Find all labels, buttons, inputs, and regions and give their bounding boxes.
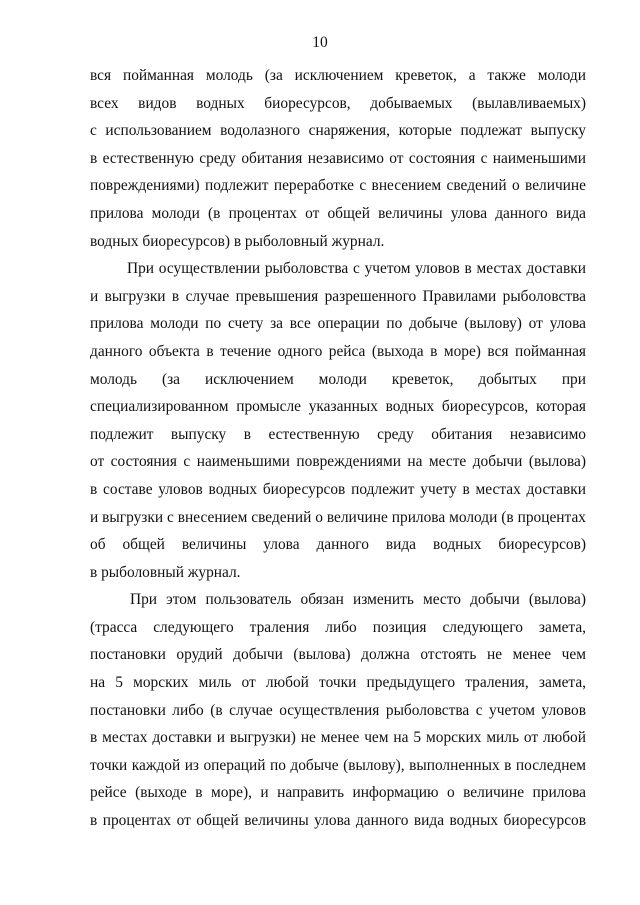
text-line: рейсе (выходе в море), и направить информацию о величине прилова [90,784,586,802]
text-line: в естественную среду обитания независимо от состояния с наименьшими [90,149,586,167]
page-number: 10 [312,34,328,51]
paragraph-2 [90,255,586,586]
text-line: подлежит выпуску в естественную среду обитания независимо [90,425,586,443]
text-line: всех видов водных биоресурсов, добываемых (вылавливаемых) [90,94,586,112]
text-line: молодь (за исключением молоди креветок, добытых при [90,370,586,388]
text-line: в составе уловов водных биоресурсов подлежит учету в местах доставки [90,480,586,498]
document-body [90,62,586,835]
text-line: прилова молоди по счету за все операции по добыче (вылову) от улова [90,315,586,333]
text-line: с использованием водолазного снаряжения, которые подлежат выпуску [90,122,586,140]
text-line: данного объекта в течение одного рейса (выхода в море) вся пойманная [90,342,586,360]
text-line: водных биоресурсов) в рыболовный журнал. [90,232,385,250]
text-line: об общей величины улова данного вида водных биоресурсов) [90,536,586,554]
paragraph-3 [90,586,586,834]
text-line: в местах доставки и выгрузки) не менее чем на 5 морских миль от любой [90,729,586,747]
text-line: прилова молоди (в процентах от общей величины улова данного вида [90,204,586,222]
text-line: вся пойманная молодь (за исключением креветок, а также молоди [90,67,586,84]
text-line: повреждениями) подлежит переработке с внесением сведений о величине [90,177,586,195]
text-line: от состояния с наименьшими повреждениями на месте добычи (вылова) [90,453,586,471]
paragraph-1 [90,62,586,255]
text-line: и выгрузки в случае превышения разрешенного Правилами рыболовства [90,287,586,305]
text-line: (трасса следующего траления либо позиция следующего замета, [90,618,586,636]
text-line: специализированном промысле указанных водных биоресурсов, которая [90,398,586,416]
text-line: в рыболовный журнал. [90,563,241,581]
text-line: При осуществлении рыболовства с учетом уловов в местах доставки [127,260,586,278]
text-line: постановки либо (в случае осуществления рыболовства с учетом уловов [90,701,586,719]
text-line: При этом пользователь обязан изменить место добычи (вылова) [130,591,586,609]
text-line: на 5 морских миль от любой точки предыдущего траления, замета, [90,674,586,692]
text-line: постановки орудий добычи (вылова) должна отстоять не менее чем [90,646,586,664]
text-line: в процентах от общей величины улова данного вида водных биоресурсов [90,812,586,830]
text-line: и выгрузки с внесением сведений о величине прилова молоди (в процентах [90,508,586,526]
text-line: точки каждой из операций по добыче (вылову), выполненных в последнем [90,756,586,774]
